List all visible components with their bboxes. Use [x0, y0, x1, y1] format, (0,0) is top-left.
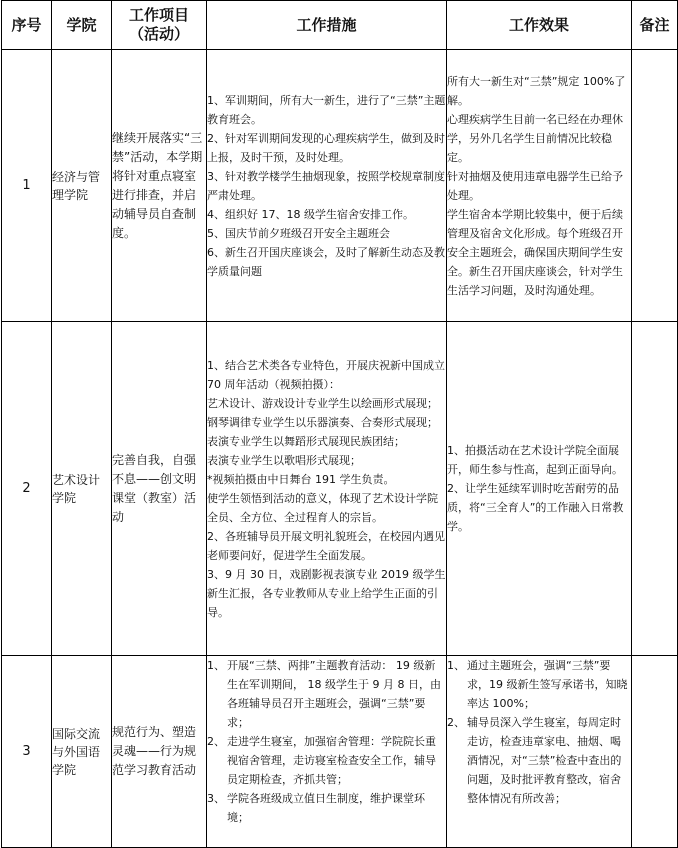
row-number: 1 [2, 50, 52, 322]
work-measures [207, 322, 447, 656]
table-row [2, 322, 678, 656]
list-number: 2、 [207, 735, 225, 748]
measure-line: 3、针对教学楼学生抽烟现象，按照学校规章制度严肃处理。 [207, 169, 445, 202]
measure-line: 1、军训期间，所有大一新生，进行了“三禁”主题教育班会。 [207, 93, 446, 126]
effect-list [447, 656, 631, 808]
work-measures [207, 50, 447, 322]
header-row [2, 1, 678, 50]
table-row [2, 50, 678, 322]
college-name: 经济与管理学院 [52, 50, 112, 322]
list-item [207, 789, 446, 827]
header-effects: 工作效果 [447, 1, 632, 50]
header-measures: 工作措施 [207, 1, 447, 50]
list-item [447, 713, 631, 808]
measure-line: 5、国庆节前夕班级召开安全主题班会 [207, 226, 390, 240]
measure-line: *视频拍摄由中日舞台 191 学生负责。 [207, 472, 395, 486]
effect-line: 心理疾病学生目前一名已经在办理休学，另外几名学生目前情况比较稳定。 [447, 112, 623, 164]
work-effects [447, 50, 632, 322]
effect-line: 针对抽烟及使用违章电器学生已给予处理。 [447, 169, 623, 202]
remarks-cell [632, 322, 678, 656]
list-text: 走进学生寝室，加强宿舍管理：学院院长重视宿舍管理，走访寝室检查安全工作，辅导员定期检查，齐抓共管； [227, 735, 436, 786]
list-number: 1、 [207, 659, 225, 672]
measure-line: 钢琴调律专业学生以乐器演奏、合奏形式展现； [207, 415, 438, 429]
college-name: 国际交流与外国语学院 [52, 656, 112, 848]
list-number: 3、 [207, 792, 225, 805]
remarks-cell [632, 50, 678, 322]
effect-line: 所有大一新生对“三禁”规定 100%了解。 [447, 74, 626, 107]
header-no: 序号 [2, 1, 52, 50]
work-project: 规范行为、塑造灵魂——行为规范学习教育活动 [112, 656, 207, 848]
measure-line: 1、结合艺术类各专业特色，开展庆祝新中国成立 70 周年活动（视频拍摄）： [207, 358, 445, 391]
work-project: 继续开展落实“三禁”活动，本学期将针对重点寝室进行排查，并启动辅导员自查制度。 [112, 50, 207, 322]
work-project: 完善自我，自强不息——创文明课堂（教室）活动 [112, 322, 207, 656]
measure-line: 表演专业学生以舞蹈形式展现民族团结； [207, 434, 405, 448]
list-item [207, 732, 446, 789]
measure-line: 艺术设计、游戏设计专业学生以绘画形式展现； [207, 396, 438, 410]
measure-line: 6、新生召开国庆座谈会，及时了解新生动态及教学质量问题 [207, 245, 445, 278]
work-report-table [1, 0, 678, 848]
header-remarks: 备注 [632, 1, 678, 50]
header-project-label: 工作项目（活动） [128, 6, 189, 43]
work-effects [447, 322, 632, 656]
measure-line: 使学生领悟到活动的意义，体现了艺术设计学院全员、全方位、全过程育人的宗旨。 [207, 491, 438, 524]
measure-line: 2、针对军训期间发现的心理疾病学生，做到及时上报，及时干预，及时处理。 [207, 131, 445, 164]
list-item [207, 656, 446, 732]
work-effects [447, 656, 632, 848]
list-text: 开展“三禁、两排”主题教育活动： 19 级新生在军训期间， 18 级学生于 9 月 8 日，由各班辅导员召开主题班会，强调“三禁”要求； [227, 659, 441, 729]
header-college: 学院 [52, 1, 112, 50]
measure-line: 表演专业学生以歌唱形式展现； [207, 453, 361, 467]
effect-line: 学生宿舍本学期比较集中，便于后续管理及宿舍文化形成。每个班级召开安全主题班会，确保国庆期间学生安全。新生召开国庆座谈会，针对学生生活学习问题，及时沟通处理。 [447, 207, 623, 297]
list-number: 2、 [447, 716, 465, 729]
list-text: 辅导员深入学生寝室，每周定时走访，检查违章家电、抽烟、喝酒情况，对“三禁”检查中查出的问题，及时批评教育整改，宿舍整体情况有所改善； [467, 716, 622, 805]
row-number: 2 [2, 322, 52, 656]
measure-line: 3、9 月 30 日，戏剧影视表演专业 2019 级学生新生汇报，各专业教师从专业上给学生正面的引导。 [207, 567, 446, 619]
remarks-cell [632, 656, 678, 848]
measure-list [207, 656, 446, 827]
table-row [2, 656, 678, 848]
college-name: 艺术设计学院 [52, 322, 112, 656]
list-text: 通过主题班会，强调“三禁”要求，19 级新生签写承诺书，知晓率达 100%； [467, 659, 628, 710]
row-number: 3 [2, 656, 52, 848]
work-measures [207, 656, 447, 848]
measure-line: 2、各班辅导员开展文明礼貌班会，在校园内遇见老师要问好，促进学生全面发展。 [207, 529, 445, 562]
list-item [447, 656, 631, 713]
list-number: 1、 [447, 659, 465, 672]
list-text: 学院各班级成立值日生制度，维护课堂环境； [227, 792, 425, 824]
header-project [112, 1, 207, 50]
effect-line: 2、让学生延续军训时吃苦耐劳的品质，将“三全育人”的工作融入日常教学。 [447, 482, 624, 533]
measure-line: 4、组织好 17、18 级学生宿舍安排工作。 [207, 207, 414, 221]
effect-line: 1、拍摄活动在艺术设计学院全面展开，师生参与性高，起到正面导向。 [447, 444, 623, 476]
